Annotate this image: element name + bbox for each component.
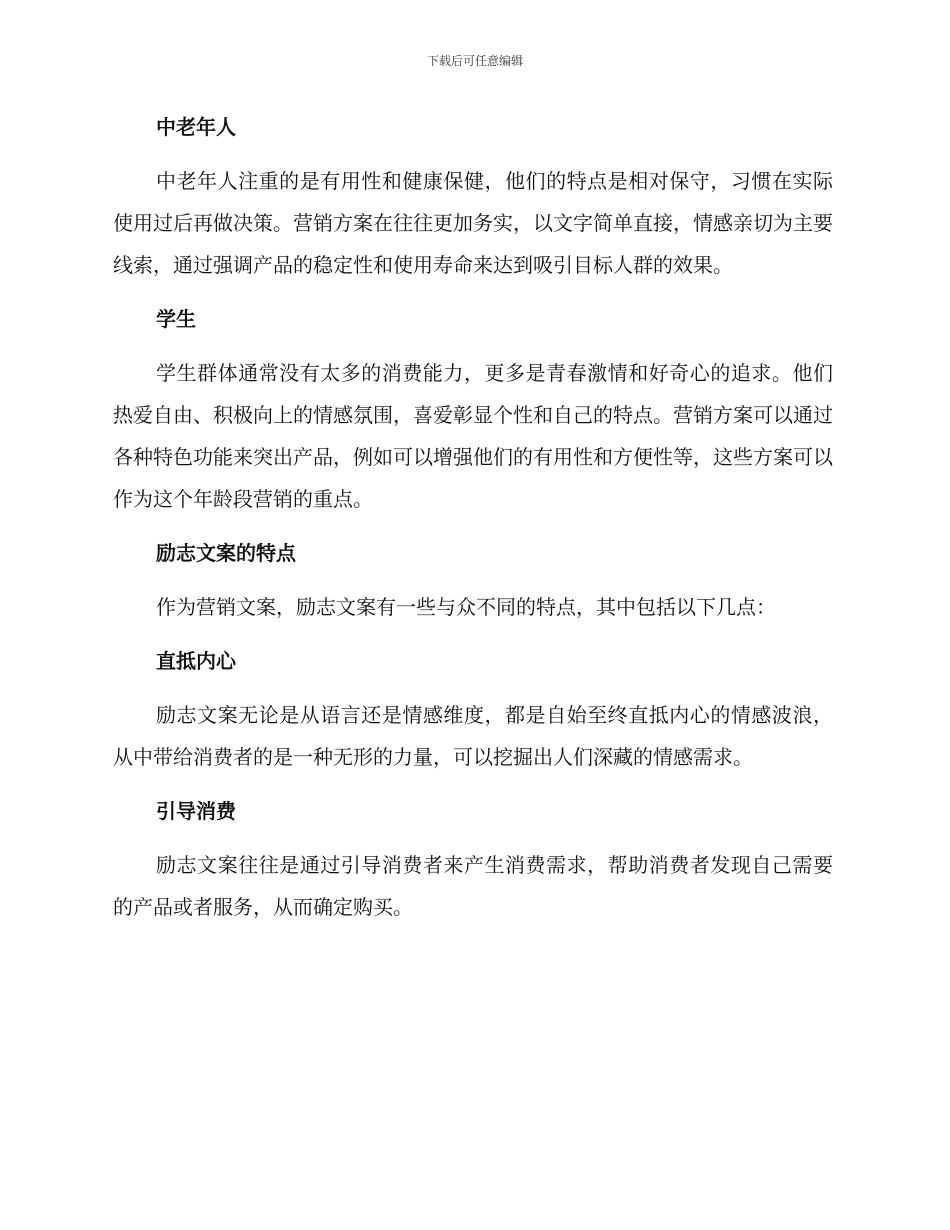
section-paragraph: 作为营销文案，励志文案有一些与众不同的特点，其中包括以下几点： — [156, 595, 776, 619]
header-note: 下载后可任意编辑 — [426, 54, 523, 68]
section-inspirational-features — [113, 532, 833, 628]
section-paragraph: 励志文案无论是从语言还是情感维度，都是自始至终直抵内心的情感波浪，从中带给消费者的是一种无形的力量，可以挖掘出人们深藏的情感需求。 — [113, 703, 833, 769]
section-guiding-consumption — [113, 790, 833, 928]
section-heading: 引导消费 — [156, 799, 236, 823]
section-paragraph: 励志文案往往是通过引导消费者来产生消费需求，帮助消费者发现自己需要的产品或者服务，从而确定购买。 — [113, 853, 833, 919]
section-paragraph: 中老年人注重的是有用性和健康保健，他们的特点是相对保守，习惯在实际使用过后再做决策。营销方案在往往更加务实，以文字简单直接，情感亲切为主要线索，通过强调产品的稳定性和使用寿命来达到吸引目标人群的效果。 — [113, 169, 833, 277]
section-heading: 中老年人 — [156, 115, 236, 139]
section-elderly — [113, 106, 833, 286]
section-touching-hearts — [113, 640, 833, 778]
section-heading: 直抵内心 — [156, 649, 236, 673]
document-body — [113, 106, 833, 940]
section-heading: 学生 — [156, 307, 196, 331]
section-heading: 励志文案的特点 — [156, 541, 296, 565]
section-paragraph: 学生群体通常没有太多的消费能力，更多是青春激情和好奇心的追求。他们热爱自由、积极向上的情感氛围，喜爱彰显个性和自己的特点。营销方案可以通过各种特色功能来突出产品，例如可以增强他们的有用性和方便性等，这些方案可以作为这个年龄段营销的重点。 — [113, 361, 833, 511]
section-students — [113, 298, 833, 520]
